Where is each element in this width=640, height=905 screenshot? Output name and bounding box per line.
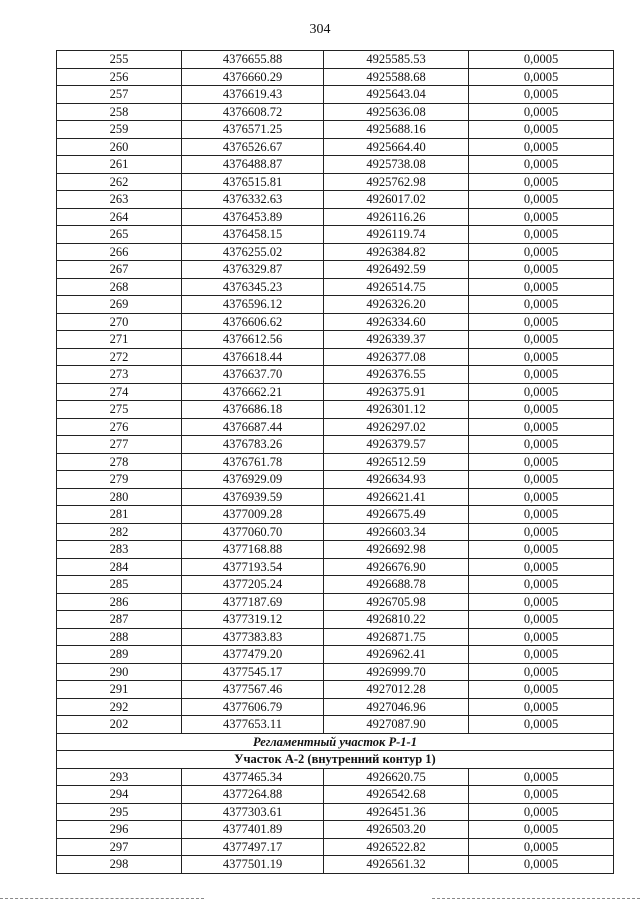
accuracy-cell: 0,0005 <box>469 313 614 331</box>
accuracy-cell: 0,0005 <box>469 121 614 139</box>
accuracy-cell: 0,0005 <box>469 296 614 314</box>
x-coordinate-cell: 4376255.02 <box>182 243 324 261</box>
y-coordinate-cell: 4926705.98 <box>324 593 469 611</box>
table-row <box>57 786 614 804</box>
accuracy-cell: 0,0005 <box>469 716 614 734</box>
point-number-cell: 273 <box>57 366 182 384</box>
x-coordinate-cell: 4376596.12 <box>182 296 324 314</box>
footer-divider-right <box>432 898 640 899</box>
point-number-cell: 283 <box>57 541 182 559</box>
accuracy-cell: 0,0005 <box>469 593 614 611</box>
accuracy-cell: 0,0005 <box>469 348 614 366</box>
point-number-cell: 257 <box>57 86 182 104</box>
y-coordinate-cell: 4926962.41 <box>324 646 469 664</box>
x-coordinate-cell: 4377319.12 <box>182 611 324 629</box>
y-coordinate-cell: 4926675.49 <box>324 506 469 524</box>
table-row <box>57 716 614 734</box>
y-coordinate-cell: 4925664.40 <box>324 138 469 156</box>
accuracy-cell: 0,0005 <box>469 436 614 454</box>
x-coordinate-cell: 4376488.87 <box>182 156 324 174</box>
x-coordinate-cell: 4376783.26 <box>182 436 324 454</box>
section-row <box>57 733 614 751</box>
table-row <box>57 856 614 874</box>
section-header-group <box>57 733 614 768</box>
table-row <box>57 51 614 69</box>
point-number-cell: 259 <box>57 121 182 139</box>
x-coordinate-cell: 4377497.17 <box>182 838 324 856</box>
accuracy-cell: 0,0005 <box>469 663 614 681</box>
point-number-cell: 202 <box>57 716 182 734</box>
table-row <box>57 121 614 139</box>
y-coordinate-cell: 4926375.91 <box>324 383 469 401</box>
point-number-cell: 261 <box>57 156 182 174</box>
point-number-cell: 285 <box>57 576 182 594</box>
point-number-cell: 263 <box>57 191 182 209</box>
point-number-cell: 288 <box>57 628 182 646</box>
table-row <box>57 191 614 209</box>
table-row <box>57 313 614 331</box>
y-coordinate-cell: 4926384.82 <box>324 243 469 261</box>
accuracy-cell: 0,0005 <box>469 523 614 541</box>
y-coordinate-cell: 4926451.36 <box>324 803 469 821</box>
x-coordinate-cell: 4376660.29 <box>182 68 324 86</box>
x-coordinate-cell: 4377606.79 <box>182 698 324 716</box>
accuracy-cell: 0,0005 <box>469 138 614 156</box>
table-row <box>57 646 614 664</box>
y-coordinate-cell: 4925762.98 <box>324 173 469 191</box>
x-coordinate-cell: 4376571.25 <box>182 121 324 139</box>
table-row <box>57 628 614 646</box>
accuracy-cell: 0,0005 <box>469 803 614 821</box>
x-coordinate-cell: 4376662.21 <box>182 383 324 401</box>
accuracy-cell: 0,0005 <box>469 226 614 244</box>
point-number-cell: 268 <box>57 278 182 296</box>
x-coordinate-cell: 4377567.46 <box>182 681 324 699</box>
y-coordinate-cell: 4926017.02 <box>324 191 469 209</box>
point-number-cell: 292 <box>57 698 182 716</box>
point-number-cell: 255 <box>57 51 182 69</box>
footer-divider-left <box>0 898 204 899</box>
point-number-cell: 279 <box>57 471 182 489</box>
table-row <box>57 226 614 244</box>
table-row <box>57 593 614 611</box>
point-number-cell: 295 <box>57 803 182 821</box>
y-coordinate-cell: 4926688.78 <box>324 576 469 594</box>
x-coordinate-cell: 4376526.67 <box>182 138 324 156</box>
accuracy-cell: 0,0005 <box>469 768 614 786</box>
table-row <box>57 68 614 86</box>
accuracy-cell: 0,0005 <box>469 68 614 86</box>
x-coordinate-cell: 4376637.70 <box>182 366 324 384</box>
table-row <box>57 173 614 191</box>
point-number-cell: 262 <box>57 173 182 191</box>
table-row <box>57 471 614 489</box>
point-number-cell: 287 <box>57 611 182 629</box>
table-row <box>57 523 614 541</box>
accuracy-cell: 0,0005 <box>469 611 614 629</box>
y-coordinate-cell: 4927087.90 <box>324 716 469 734</box>
y-coordinate-cell: 4926301.12 <box>324 401 469 419</box>
x-coordinate-cell: 4376618.44 <box>182 348 324 366</box>
table-row <box>57 803 614 821</box>
point-number-cell: 274 <box>57 383 182 401</box>
table-row <box>57 156 614 174</box>
accuracy-cell: 0,0005 <box>469 418 614 436</box>
y-coordinate-cell: 4926116.26 <box>324 208 469 226</box>
point-number-cell: 269 <box>57 296 182 314</box>
accuracy-cell: 0,0005 <box>469 821 614 839</box>
accuracy-cell: 0,0005 <box>469 681 614 699</box>
y-coordinate-cell: 4926377.08 <box>324 348 469 366</box>
x-coordinate-cell: 4376458.15 <box>182 226 324 244</box>
accuracy-cell: 0,0005 <box>469 278 614 296</box>
table-row <box>57 541 614 559</box>
x-coordinate-cell: 4377465.34 <box>182 768 324 786</box>
y-coordinate-cell: 4925636.08 <box>324 103 469 121</box>
point-number-cell: 291 <box>57 681 182 699</box>
table-row <box>57 138 614 156</box>
x-coordinate-cell: 4377205.24 <box>182 576 324 594</box>
x-coordinate-cell: 4377479.20 <box>182 646 324 664</box>
coordinates-rows-top <box>57 51 614 734</box>
y-coordinate-cell: 4926603.34 <box>324 523 469 541</box>
y-coordinate-cell: 4927046.96 <box>324 698 469 716</box>
y-coordinate-cell: 4926514.75 <box>324 278 469 296</box>
point-number-cell: 272 <box>57 348 182 366</box>
x-coordinate-cell: 4377168.88 <box>182 541 324 559</box>
table-row <box>57 821 614 839</box>
point-number-cell: 284 <box>57 558 182 576</box>
accuracy-cell: 0,0005 <box>469 488 614 506</box>
accuracy-cell: 0,0005 <box>469 366 614 384</box>
accuracy-cell: 0,0005 <box>469 506 614 524</box>
accuracy-cell: 0,0005 <box>469 558 614 576</box>
accuracy-cell: 0,0005 <box>469 856 614 874</box>
point-number-cell: 258 <box>57 103 182 121</box>
y-coordinate-cell: 4926542.68 <box>324 786 469 804</box>
y-coordinate-cell: 4925643.04 <box>324 86 469 104</box>
section-title: Регламентный участок Р-1-1 <box>57 733 614 751</box>
point-number-cell: 266 <box>57 243 182 261</box>
coordinates-table <box>56 50 614 874</box>
y-coordinate-cell: 4926810.22 <box>324 611 469 629</box>
accuracy-cell: 0,0005 <box>469 383 614 401</box>
table-row <box>57 401 614 419</box>
x-coordinate-cell: 4377401.89 <box>182 821 324 839</box>
accuracy-cell: 0,0005 <box>469 786 614 804</box>
point-number-cell: 264 <box>57 208 182 226</box>
table-row <box>57 838 614 856</box>
y-coordinate-cell: 4926492.59 <box>324 261 469 279</box>
point-number-cell: 296 <box>57 821 182 839</box>
x-coordinate-cell: 4376687.44 <box>182 418 324 436</box>
table-row <box>57 86 614 104</box>
point-number-cell: 256 <box>57 68 182 86</box>
page-number: 304 <box>309 22 331 37</box>
y-coordinate-cell: 4926339.37 <box>324 331 469 349</box>
y-coordinate-cell: 4926119.74 <box>324 226 469 244</box>
point-number-cell: 271 <box>57 331 182 349</box>
x-coordinate-cell: 4376329.87 <box>182 261 324 279</box>
y-coordinate-cell: 4926512.59 <box>324 453 469 471</box>
point-number-cell: 270 <box>57 313 182 331</box>
point-number-cell: 280 <box>57 488 182 506</box>
x-coordinate-cell: 4376515.81 <box>182 173 324 191</box>
subsection-row <box>57 751 614 769</box>
accuracy-cell: 0,0005 <box>469 173 614 191</box>
table-row <box>57 576 614 594</box>
table-row <box>57 558 614 576</box>
x-coordinate-cell: 4376655.88 <box>182 51 324 69</box>
x-coordinate-cell: 4377303.61 <box>182 803 324 821</box>
x-coordinate-cell: 4376612.56 <box>182 331 324 349</box>
x-coordinate-cell: 4376345.23 <box>182 278 324 296</box>
x-coordinate-cell: 4377060.70 <box>182 523 324 541</box>
point-number-cell: 293 <box>57 768 182 786</box>
table-row <box>57 261 614 279</box>
subsection-title: Участок А-2 (внутренний контур 1) <box>57 751 614 769</box>
y-coordinate-cell: 4925688.16 <box>324 121 469 139</box>
y-coordinate-cell: 4926634.93 <box>324 471 469 489</box>
x-coordinate-cell: 4377653.11 <box>182 716 324 734</box>
accuracy-cell: 0,0005 <box>469 51 614 69</box>
y-coordinate-cell: 4926326.20 <box>324 296 469 314</box>
x-coordinate-cell: 4376606.62 <box>182 313 324 331</box>
table-row <box>57 278 614 296</box>
accuracy-cell: 0,0005 <box>469 401 614 419</box>
x-coordinate-cell: 4376939.59 <box>182 488 324 506</box>
table-row <box>57 208 614 226</box>
table-row <box>57 348 614 366</box>
point-number-cell: 289 <box>57 646 182 664</box>
accuracy-cell: 0,0005 <box>469 331 614 349</box>
accuracy-cell: 0,0005 <box>469 453 614 471</box>
table-row <box>57 436 614 454</box>
accuracy-cell: 0,0005 <box>469 86 614 104</box>
x-coordinate-cell: 4377193.54 <box>182 558 324 576</box>
table-row <box>57 366 614 384</box>
y-coordinate-cell: 4925588.68 <box>324 68 469 86</box>
accuracy-cell: 0,0005 <box>469 838 614 856</box>
y-coordinate-cell: 4926621.41 <box>324 488 469 506</box>
point-number-cell: 298 <box>57 856 182 874</box>
accuracy-cell: 0,0005 <box>469 261 614 279</box>
x-coordinate-cell: 4376686.18 <box>182 401 324 419</box>
y-coordinate-cell: 4926503.20 <box>324 821 469 839</box>
accuracy-cell: 0,0005 <box>469 471 614 489</box>
table-row <box>57 243 614 261</box>
table-row <box>57 506 614 524</box>
point-number-cell: 265 <box>57 226 182 244</box>
accuracy-cell: 0,0005 <box>469 698 614 716</box>
point-number-cell: 281 <box>57 506 182 524</box>
x-coordinate-cell: 4376608.72 <box>182 103 324 121</box>
x-coordinate-cell: 4376929.09 <box>182 471 324 489</box>
table-row <box>57 331 614 349</box>
point-number-cell: 294 <box>57 786 182 804</box>
table-row <box>57 698 614 716</box>
x-coordinate-cell: 4376619.43 <box>182 86 324 104</box>
point-number-cell: 277 <box>57 436 182 454</box>
table-row <box>57 611 614 629</box>
accuracy-cell: 0,0005 <box>469 156 614 174</box>
y-coordinate-cell: 4926676.90 <box>324 558 469 576</box>
point-number-cell: 290 <box>57 663 182 681</box>
table-row <box>57 488 614 506</box>
y-coordinate-cell: 4925738.08 <box>324 156 469 174</box>
accuracy-cell: 0,0005 <box>469 576 614 594</box>
y-coordinate-cell: 4926620.75 <box>324 768 469 786</box>
x-coordinate-cell: 4377545.17 <box>182 663 324 681</box>
point-number-cell: 297 <box>57 838 182 856</box>
x-coordinate-cell: 4377383.83 <box>182 628 324 646</box>
table-row <box>57 663 614 681</box>
y-coordinate-cell: 4926522.82 <box>324 838 469 856</box>
y-coordinate-cell: 4926692.98 <box>324 541 469 559</box>
table-row <box>57 681 614 699</box>
y-coordinate-cell: 4926871.75 <box>324 628 469 646</box>
x-coordinate-cell: 4377501.19 <box>182 856 324 874</box>
y-coordinate-cell: 4926334.60 <box>324 313 469 331</box>
y-coordinate-cell: 4926376.55 <box>324 366 469 384</box>
x-coordinate-cell: 4376761.78 <box>182 453 324 471</box>
accuracy-cell: 0,0005 <box>469 243 614 261</box>
y-coordinate-cell: 4926297.02 <box>324 418 469 436</box>
x-coordinate-cell: 4377009.28 <box>182 506 324 524</box>
point-number-cell: 286 <box>57 593 182 611</box>
table-row <box>57 768 614 786</box>
x-coordinate-cell: 4376332.63 <box>182 191 324 209</box>
x-coordinate-cell: 4376453.89 <box>182 208 324 226</box>
point-number-cell: 276 <box>57 418 182 436</box>
accuracy-cell: 0,0005 <box>469 628 614 646</box>
table-row <box>57 103 614 121</box>
y-coordinate-cell: 4925585.53 <box>324 51 469 69</box>
accuracy-cell: 0,0005 <box>469 208 614 226</box>
coordinates-rows-bottom <box>57 768 614 873</box>
point-number-cell: 278 <box>57 453 182 471</box>
table-row <box>57 383 614 401</box>
accuracy-cell: 0,0005 <box>469 541 614 559</box>
point-number-cell: 282 <box>57 523 182 541</box>
point-number-cell: 267 <box>57 261 182 279</box>
y-coordinate-cell: 4926379.57 <box>324 436 469 454</box>
y-coordinate-cell: 4926999.70 <box>324 663 469 681</box>
table-row <box>57 296 614 314</box>
point-number-cell: 260 <box>57 138 182 156</box>
table-row <box>57 418 614 436</box>
table-row <box>57 453 614 471</box>
accuracy-cell: 0,0005 <box>469 191 614 209</box>
accuracy-cell: 0,0005 <box>469 646 614 664</box>
x-coordinate-cell: 4377187.69 <box>182 593 324 611</box>
y-coordinate-cell: 4926561.32 <box>324 856 469 874</box>
y-coordinate-cell: 4927012.28 <box>324 681 469 699</box>
point-number-cell: 275 <box>57 401 182 419</box>
accuracy-cell: 0,0005 <box>469 103 614 121</box>
x-coordinate-cell: 4377264.88 <box>182 786 324 804</box>
